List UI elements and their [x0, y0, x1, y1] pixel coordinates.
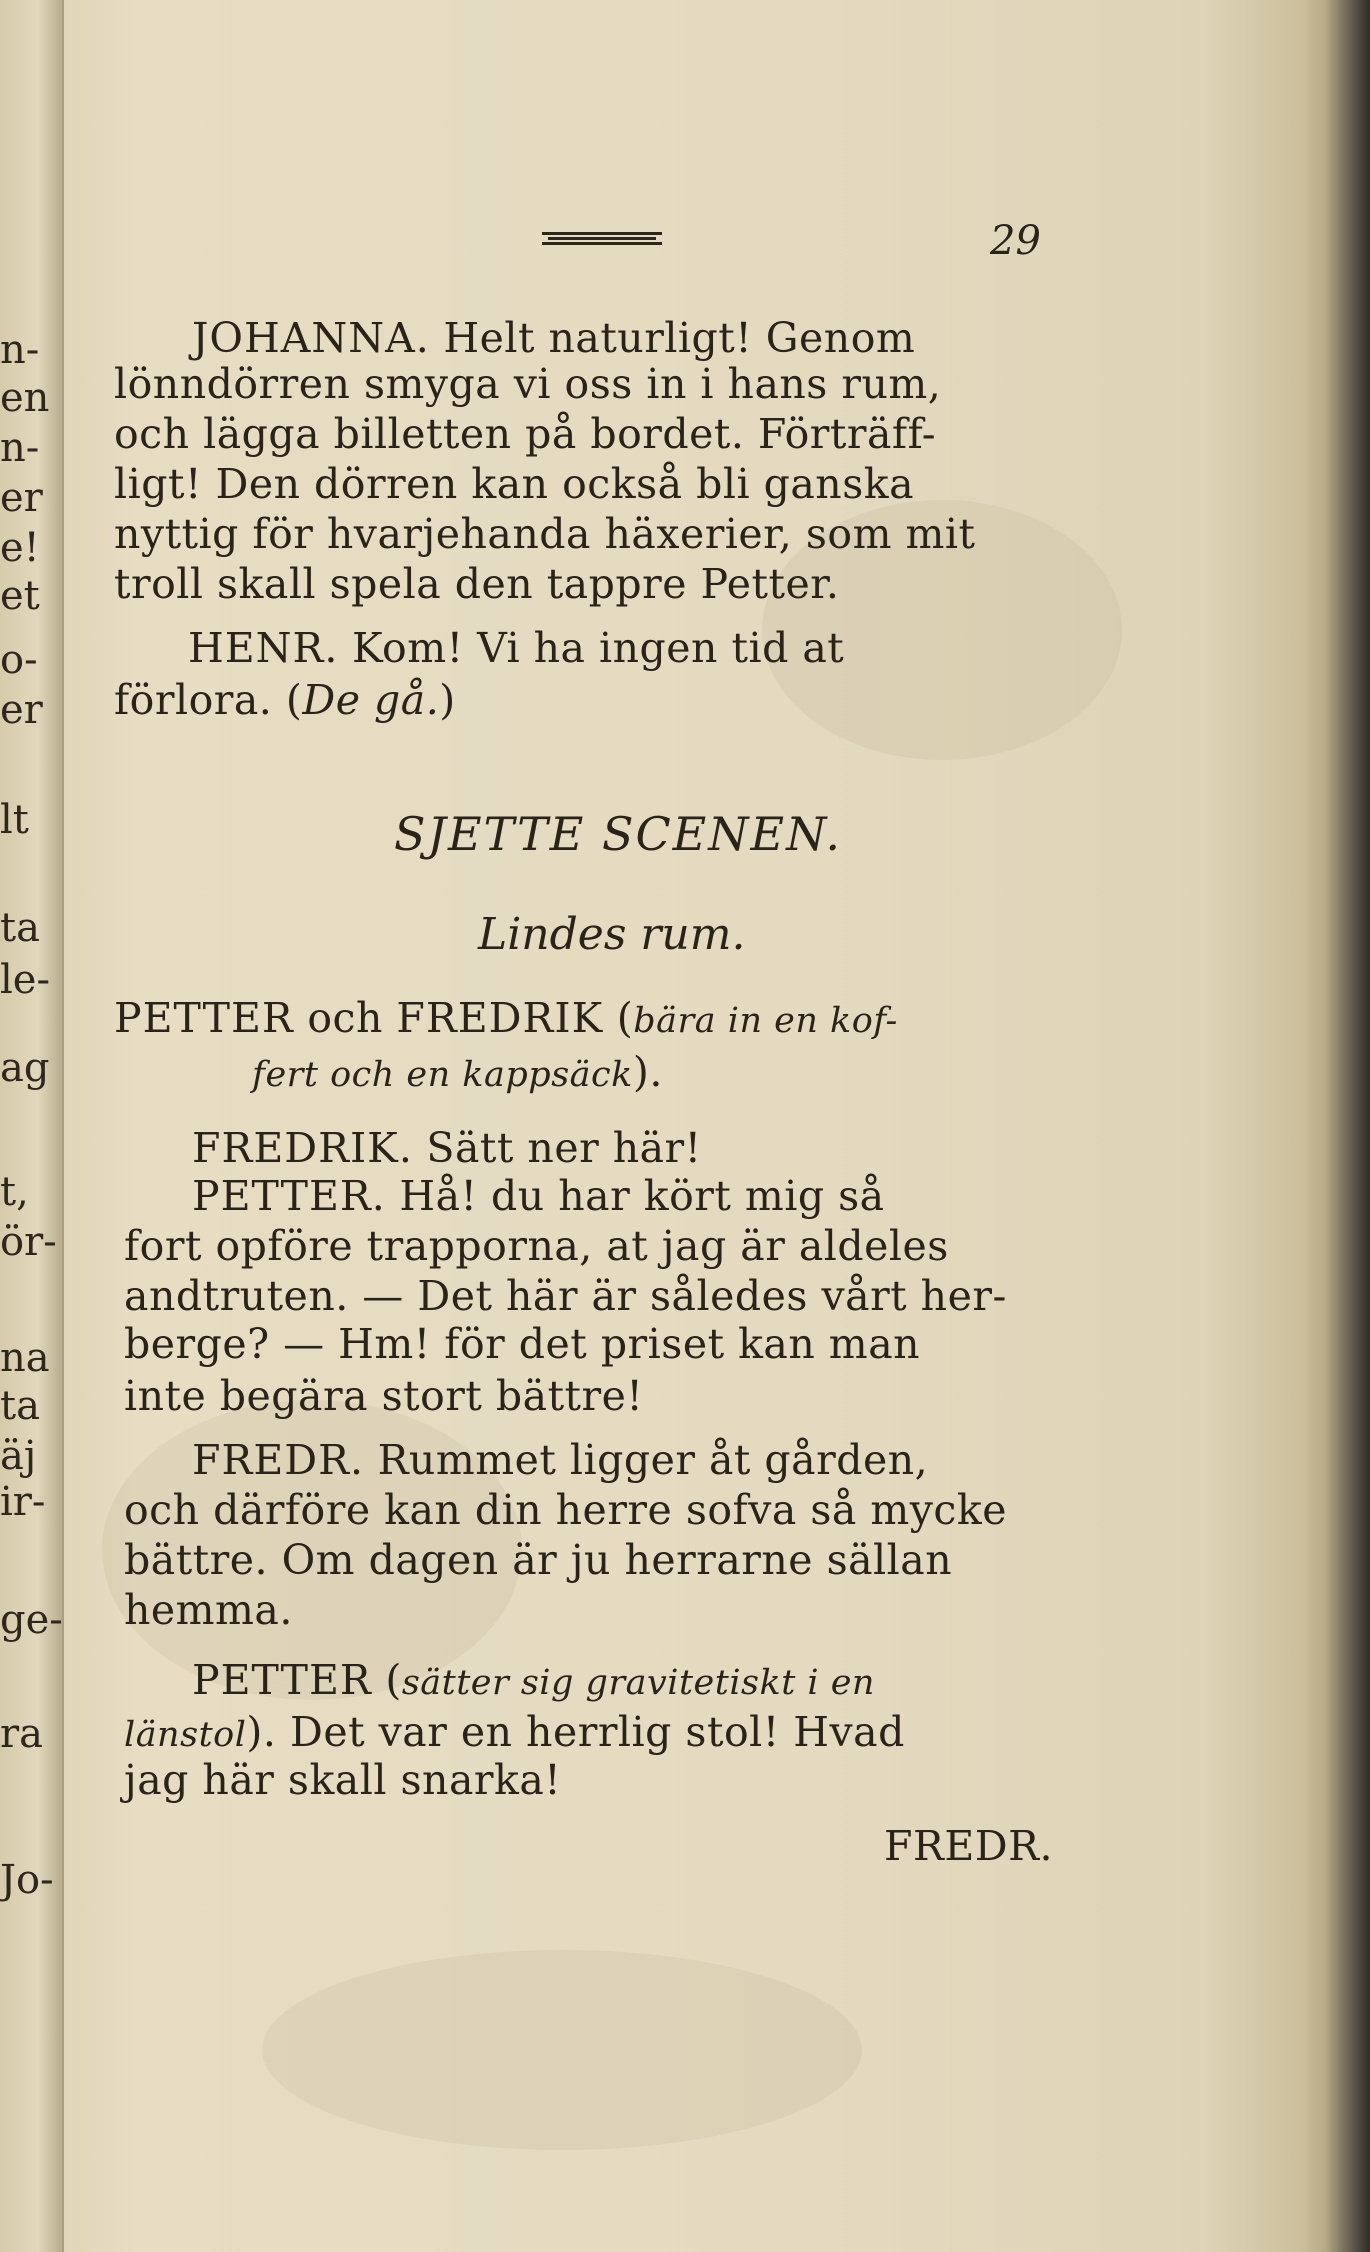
- text-line: [124, 1272, 1007, 1320]
- text-line: [192, 314, 916, 362]
- text-segment: bättre. Om dagen är ju herrarne sällan: [124, 1536, 953, 1584]
- facing-page-fragment: n-: [0, 327, 40, 373]
- facing-page-fragment: en: [0, 375, 50, 421]
- text-segment: ). Det var en herrlig stol! Hvad: [246, 1708, 905, 1756]
- facing-page-fragment: ta: [0, 1383, 40, 1429]
- text-line: [114, 994, 898, 1042]
- facing-page-fragment: ag: [0, 1045, 50, 1091]
- text-segment: berge? — Hm! för det priset kan man: [124, 1320, 921, 1368]
- text-segment: förlora. (: [114, 676, 303, 724]
- text-line: [192, 1656, 875, 1704]
- text-segment: sätter sig gravitetiskt i en: [401, 1663, 875, 1703]
- text-segment: Kom! Vi ha ingen tid at: [338, 624, 845, 672]
- facing-page-fragment: ra: [0, 1711, 43, 1757]
- facing-page-fragment: le-: [0, 957, 50, 1003]
- text-line: [124, 1586, 293, 1634]
- facing-page-fragment: na: [0, 1335, 50, 1381]
- text-line: [192, 1436, 929, 1484]
- text-segment: (: [371, 1656, 402, 1704]
- text-segment: ).: [632, 1048, 663, 1096]
- facing-page-fragment: t,: [0, 1169, 29, 1215]
- text-segment: PETTER: [114, 994, 294, 1042]
- text-segment: inte begära stort bättre!: [124, 1372, 644, 1420]
- scene-title: SJETTE SCENEN.: [394, 807, 842, 861]
- scene-place: Lindes rum.: [478, 909, 746, 960]
- text-line: [124, 1756, 562, 1804]
- text-segment: länstol: [124, 1715, 247, 1755]
- text-line: [114, 410, 937, 458]
- text-segment: troll skall spela den tappre Petter.: [114, 560, 840, 608]
- text-segment: ): [439, 676, 456, 724]
- facing-page-fragment: ir-: [0, 1479, 46, 1525]
- facing-page-fragment: ör-: [0, 1219, 57, 1265]
- facing-page-fragment: äj: [0, 1433, 37, 1479]
- text-segment: ligt! Den dörren kan också bli ganska: [114, 460, 915, 508]
- text-segment: nyttig för hvarjehanda häxerier, som mit: [114, 510, 976, 558]
- catchword: FREDR.: [884, 1822, 1054, 1870]
- facing-page-fragment: ge-: [0, 1597, 63, 1643]
- facing-page-fragment: o-: [0, 637, 38, 683]
- text-line: [124, 1708, 905, 1756]
- facing-page-fragment: er: [0, 687, 43, 733]
- text-segment: fort opföre trapporna, at jag är aldeles: [124, 1222, 949, 1270]
- text-segment: jag här skall snarka!: [124, 1756, 562, 1804]
- text-segment: lönndörren smyga vi oss in i hans rum,: [114, 360, 942, 408]
- text-segment: HENR.: [188, 624, 339, 672]
- text-segment: hemma.: [124, 1586, 293, 1634]
- text-line: [124, 1486, 1007, 1534]
- text-segment: och lägga billetten på bordet. Förträff-: [114, 410, 937, 458]
- text-line: [188, 624, 845, 672]
- text-segment: fert och en kappsäck: [252, 1055, 633, 1095]
- text-line: [124, 1536, 953, 1584]
- text-segment: och: [293, 994, 397, 1042]
- text-segment: JOHANNA.: [192, 314, 430, 362]
- facing-page-fragment: lt: [0, 797, 29, 843]
- text-line: [114, 560, 840, 608]
- facing-page-fragment: et: [0, 573, 40, 619]
- text-segment: FREDR.: [192, 1436, 365, 1484]
- text-segment: och därföre kan din herre sofva så mycke: [124, 1486, 1007, 1534]
- book-gutter-shadow: [1302, 0, 1370, 2252]
- facing-page-fragment: er: [0, 475, 43, 521]
- text-line: [124, 1320, 921, 1368]
- book-page: [62, 0, 1302, 2252]
- text-segment: FREDRIK.: [192, 1124, 413, 1172]
- text-line: [114, 510, 976, 558]
- paper-stain: [262, 1950, 862, 2150]
- text-segment: (: [603, 994, 634, 1042]
- facing-page-fragment: e!: [0, 525, 40, 571]
- header-rule: [542, 232, 662, 244]
- text-segment: Hå! du har kört mig så: [385, 1172, 885, 1220]
- text-line: [114, 460, 915, 508]
- text-line: [192, 1124, 702, 1172]
- text-line: [252, 1048, 663, 1096]
- text-line: [192, 1172, 885, 1220]
- facing-page-fragment: ta: [0, 905, 40, 951]
- text-segment: andtruten. — Det här är således vårt her-: [124, 1272, 1007, 1320]
- text-segment: Rummet ligger åt gården,: [364, 1436, 929, 1484]
- facing-page-fragment: Jo-: [0, 1857, 54, 1903]
- facing-page-fragment: n-: [0, 425, 40, 471]
- text-segment: PETTER.: [192, 1172, 386, 1220]
- text-segment: Helt naturligt! Genom: [429, 314, 916, 362]
- text-line: [114, 360, 942, 408]
- text-segment: PETTER: [192, 1656, 372, 1704]
- text-line: [124, 1222, 949, 1270]
- page-number: 29: [990, 218, 1041, 264]
- text-line: [114, 676, 456, 724]
- text-line: [124, 1372, 644, 1420]
- text-segment: De gå.: [302, 676, 440, 724]
- text-segment: bära in en kof-: [633, 1001, 898, 1041]
- text-segment: FREDRIK: [396, 994, 604, 1042]
- text-segment: Sätt ner här!: [412, 1124, 702, 1172]
- facing-page-edge: [0, 0, 64, 2252]
